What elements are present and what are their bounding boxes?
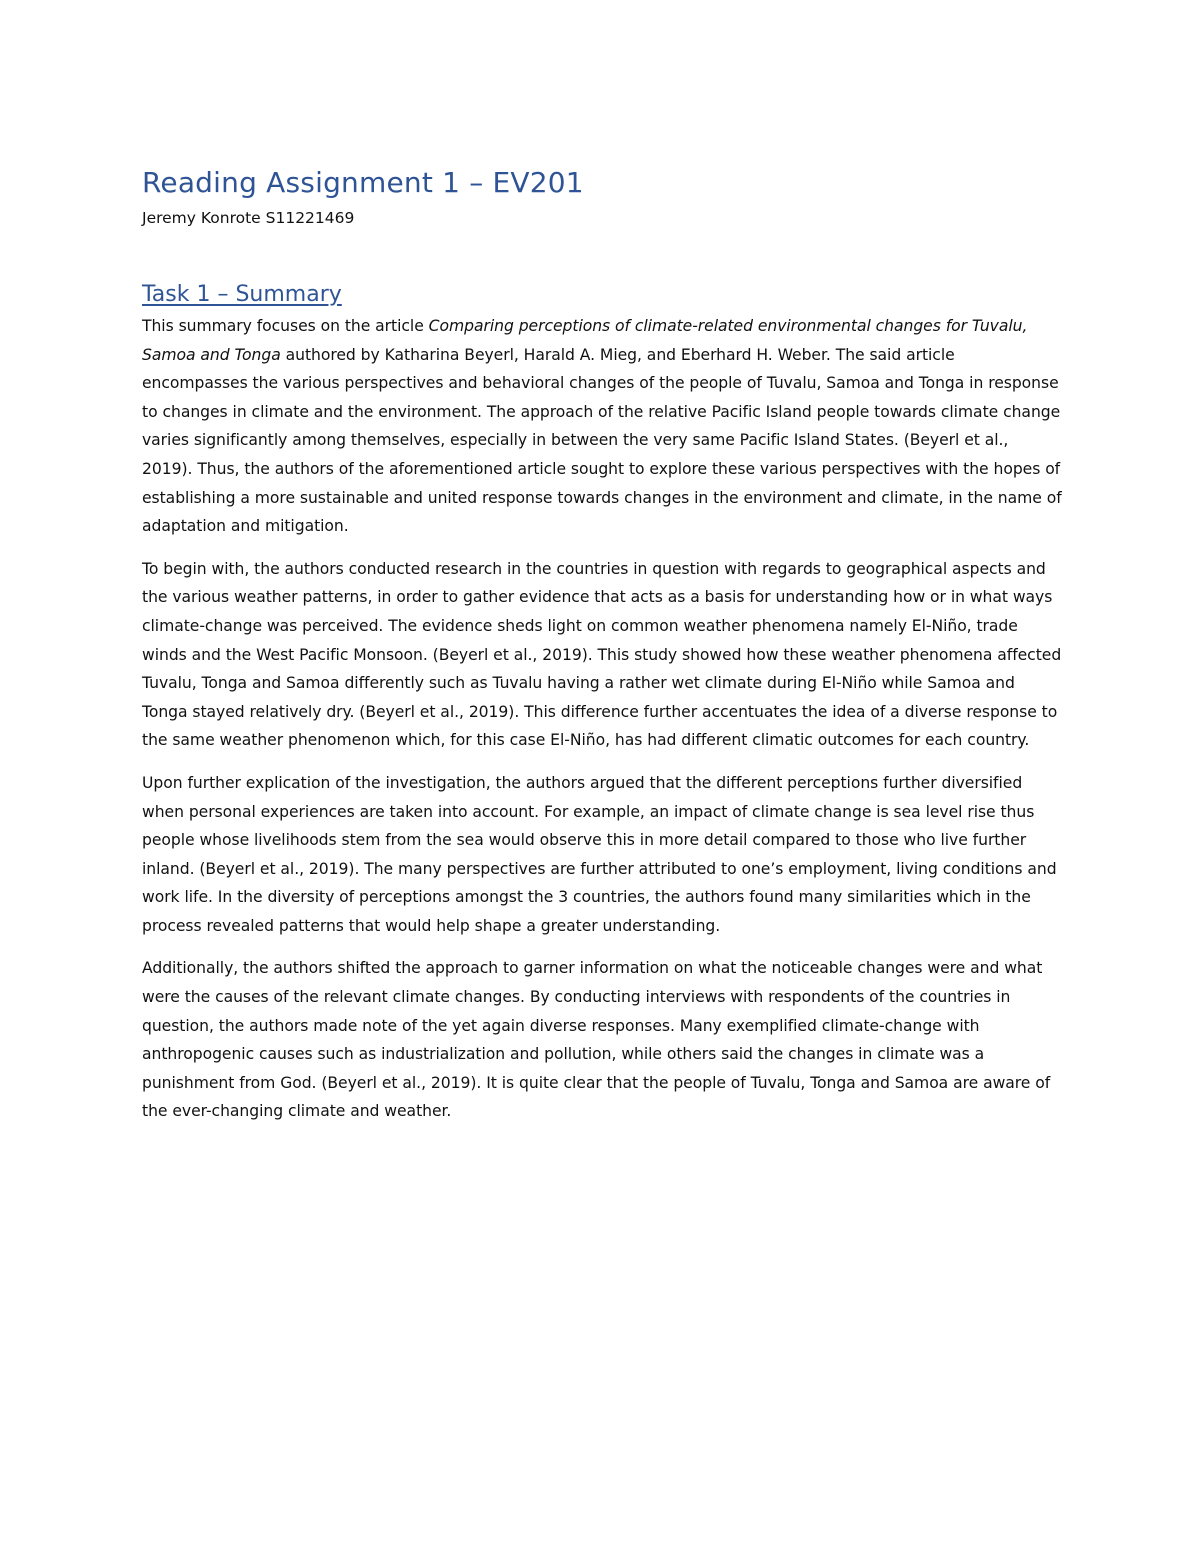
summary-paragraph-2: To begin with, the authors conducted research in the countries in question with regards to geographical aspects and the various weather patterns, in order to gather evidence that acts as a basis for understanding how or in what ways climate-change was perceived. The evidence sheds light on common weather phenomena namely El-Niño, trade winds and the West Pacific Monsoon. (Beyerl et al., 2019). This study showed how these weather phenomena affected Tuvalu, Tonga and Samoa differently such as Tuvalu having a rather wet climate during El-Niño while Samoa and Tonga stayed relatively dry. (Beyerl et al., 2019). This difference further accentuates the idea of a diverse response to the same weather phenomenon which, for this case El-Niño, has had different climatic outcomes for each country. bbox=[142, 559, 1062, 750]
document-title: Reading Assignment 1 – EV201 bbox=[142, 166, 584, 199]
paragraph-1-rest: authored by Katharina Beyerl, Harald A. Mieg, and Eberhard H. Weber. The said article encompasses the various perspectives and behavioral changes of the people of Tuvalu, Samoa and Tonga in response to changes in climate and the environment. The approach of the relative Pacific Island people towards climate change varies significantly among themselves, especially in between the very same Pacific Island States. (Beyerl et al., 2019). Thus, the authors of the aforementioned article sought to explore these various perspectives with the hopes of establishing a more sustainable and united response towards changes in the environment and climate, in the name of adaptation and mitigation. bbox=[142, 345, 1062, 536]
summary-paragraph-4: Additionally, the authors shifted the approach to garner information on what the noticeable changes were and what were the causes of the relevant climate changes. By conducting interviews with respondents of the countries in question, the authors made note of the yet again diverse responses. Many exemplified climate-change with anthropogenic causes such as industrialization and pollution, while others said the changes in climate was a punishment from God. (Beyerl et al., 2019). It is quite clear that the people of Tuvalu, Tonga and Samoa are aware of the ever-changing climate and weather. bbox=[142, 959, 1051, 1121]
article-title: Comparing perceptions of climate-related environmental changes for Tuvalu, Samoa and Tonga bbox=[142, 317, 1028, 364]
paragraph-1-intro: This summary focuses on the article bbox=[142, 317, 429, 335]
author-line: Jeremy Konrote S11221469 bbox=[142, 209, 355, 227]
section-heading-task-1: Task 1 – Summary bbox=[142, 282, 342, 307]
summary-paragraph-3: Upon further explication of the investigation, the authors argued that the different perceptions further diversified when personal experiences are taken into account. For example, an impact of climate change is sea level rise thus people whose livelihoods stem from the sea would observe this in more detail compared to those who live further inland. (Beyerl et al., 2019). The many perspectives are further attributed to one’s employment, living conditions and work life. In the diversity of perceptions amongst the 3 countries, the authors found many similarities which in the process revealed patterns that would help shape a greater understanding. bbox=[142, 773, 1057, 935]
summary-paragraph-1 bbox=[142, 312, 1062, 541]
document-page bbox=[142, 160, 1062, 1140]
